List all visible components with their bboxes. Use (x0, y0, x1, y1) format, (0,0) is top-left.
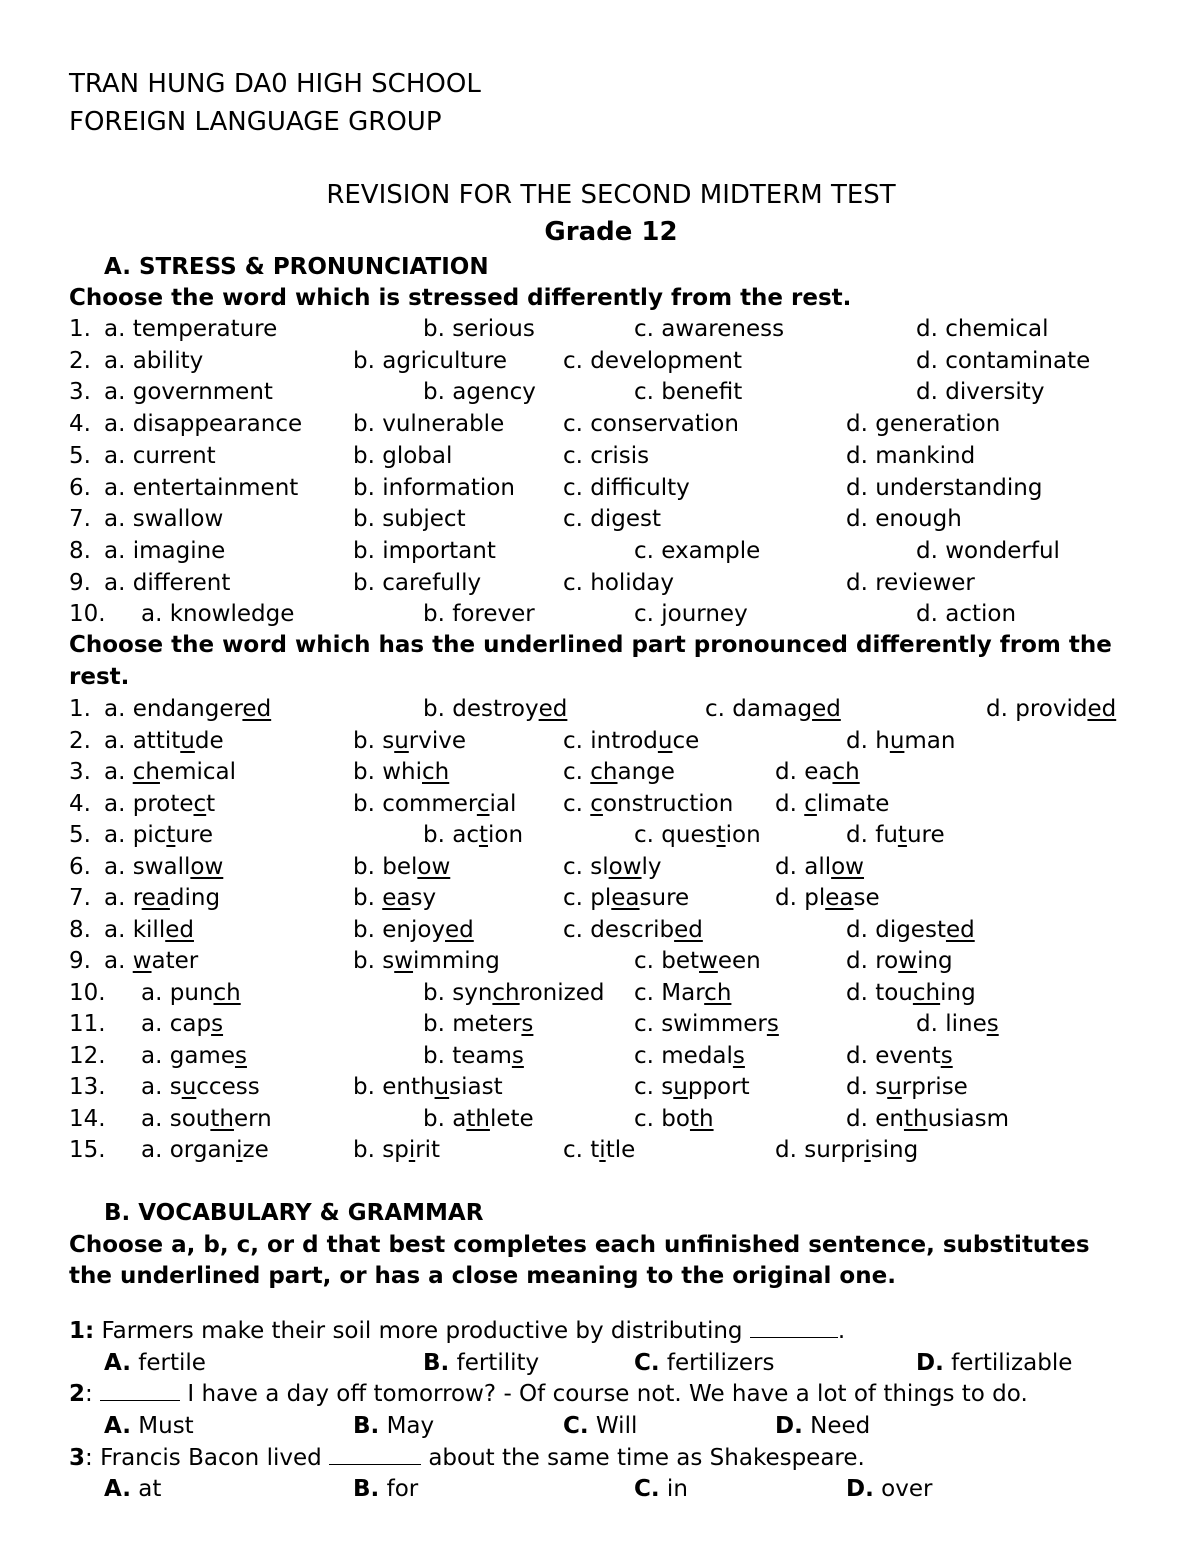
question-label: 2 (69, 1381, 86, 1407)
question-number: 9. (69, 948, 91, 974)
underlined-part: i (599, 1137, 606, 1163)
answer-option: c. slowly (563, 853, 662, 880)
answer-option: c. crisis (563, 442, 650, 469)
underlined-part: u (434, 1074, 450, 1100)
question-number: 8. (69, 916, 91, 943)
answer-option: b. meters (423, 1011, 534, 1037)
question-number: 13. (69, 1074, 106, 1100)
underlined-part: s (511, 1042, 524, 1069)
question-number: 3. (69, 759, 91, 785)
answer-option: c. holiday (563, 569, 675, 596)
answer-option: d. touching (846, 979, 976, 1006)
option-letter: B. (423, 1350, 450, 1376)
school-name: TRAN HUNG DA0 HIGH SCHOOL (69, 69, 481, 99)
answer-option: a. swallow (104, 506, 224, 533)
underlined-part: ed (674, 916, 703, 943)
option-letter: B. (353, 1413, 380, 1439)
question-number: 1. (69, 696, 91, 722)
option-letter: C. (563, 1413, 589, 1439)
underlined-part: ed (945, 916, 975, 943)
answer-option: b. swimming (353, 948, 500, 974)
answer-option: c. medals (634, 1042, 745, 1069)
underlined-part: th (210, 1105, 234, 1132)
underlined-part: u (673, 1074, 688, 1100)
answer-option: b. enthusiast (353, 1074, 503, 1100)
underlined-part: w (394, 948, 414, 974)
answer-option: a. caps (141, 1011, 224, 1037)
underlined-part: ea (825, 885, 854, 911)
underlined-part: th (689, 1105, 714, 1132)
answer-option: b. destroyed (423, 696, 568, 722)
option-letter: A. (104, 1350, 131, 1376)
question-number: 7. (69, 506, 91, 533)
answer-option: a. entertainment (104, 474, 299, 501)
answer-option: c. development (563, 347, 742, 374)
answer-option: D. over (846, 1476, 933, 1502)
underlined-part: i (236, 1137, 243, 1163)
answer-option: c. conservation (563, 411, 739, 438)
answer-option: d. surprising (775, 1137, 919, 1163)
answer-option: a. imagine (104, 537, 226, 564)
answer-option: c. between (634, 948, 761, 974)
answer-option: c. damaged (705, 696, 841, 722)
answer-option: C. in (634, 1476, 688, 1502)
answer-option: d. chemical (916, 316, 1049, 342)
answer-option: c. pleasure (563, 885, 690, 911)
answer-option: d. climate (775, 790, 890, 817)
answer-option: a. water (104, 948, 199, 974)
answer-option: a. games (141, 1042, 247, 1069)
answer-option: d. understanding (846, 474, 1043, 501)
underlined-part: ed (1087, 696, 1117, 722)
answer-option: c. difficulty (563, 474, 690, 501)
question-number: 4. (69, 790, 91, 817)
question-number: 1. (69, 316, 91, 342)
underlined-part: w (699, 948, 718, 974)
answer-option: b. enjoyed (353, 916, 474, 943)
answer-option: b. agency (423, 379, 536, 406)
underlined-part: u (394, 727, 409, 754)
answer-option: b. spirit (353, 1137, 441, 1163)
question-number: 5. (69, 822, 91, 848)
underlined-part: c (476, 790, 490, 817)
answer-option: b. forever (423, 601, 535, 628)
answer-option: a. punch (141, 979, 241, 1006)
answer-option: a. picture (104, 822, 214, 848)
underlined-part: w (898, 948, 918, 974)
answer-option: d. provided (986, 696, 1117, 722)
answer-option: c. digest (563, 506, 662, 533)
answer-option: d. events (846, 1042, 953, 1069)
group-name: FOREIGN LANGUAGE GROUP (69, 107, 442, 137)
answer-option: a. chemical (104, 759, 237, 785)
underlined-part: t (478, 822, 488, 848)
answer-option: d. generation (846, 411, 1001, 438)
underlined-part: th (466, 1105, 490, 1132)
question-number: 6. (69, 474, 91, 501)
answer-option: a. organize (141, 1137, 269, 1163)
answer-option: b. subject (353, 506, 466, 533)
answer-option: d. rowing (846, 948, 953, 974)
underlined-part: ea (611, 885, 640, 911)
underlined-part: ch (492, 979, 520, 1006)
answer-option: b. important (353, 537, 496, 564)
question-text: 2: I have a day off tomorrow? - Of course not. We have a lot of things to do. (69, 1381, 1028, 1407)
option-letter: A. (104, 1413, 131, 1439)
answer-option: a. swallow (104, 853, 224, 880)
answer-option: d. enthusiasm (846, 1105, 1009, 1132)
answer-option: a. knowledge (141, 601, 295, 628)
underlined-part: ch (912, 979, 941, 1006)
underlined-part: u (181, 1074, 197, 1100)
underlined-part: ea (382, 885, 411, 911)
underlined-part: i (408, 1137, 416, 1163)
underlined-part: c (804, 790, 817, 817)
question-number: 7. (69, 885, 91, 911)
underlined-part: s (732, 1042, 745, 1069)
answer-option: d. surprise (846, 1074, 968, 1100)
option-letter: A. (104, 1476, 131, 1502)
answer-option: B. fertility (423, 1350, 540, 1376)
answer-option: A. at (104, 1476, 162, 1502)
question-number: 2. (69, 727, 91, 754)
answer-option: d. future (846, 822, 945, 848)
underlined-part: ed (165, 916, 194, 943)
underlined-part: s (211, 1011, 224, 1037)
answer-option: a. temperature (104, 316, 278, 342)
question-label: 1: (69, 1318, 95, 1344)
answer-blank (329, 1444, 421, 1465)
answer-option: a. success (141, 1074, 260, 1100)
grade-label: Grade 12 (544, 217, 678, 247)
underlined-part: u (887, 1074, 902, 1100)
answer-option: b. vulnerable (353, 411, 505, 438)
underlined-part: ea (141, 885, 170, 911)
answer-option: c. support (634, 1074, 750, 1100)
answer-option: b. easy (353, 885, 437, 911)
answer-option: d. each (775, 759, 860, 785)
question-number: 9. (69, 569, 91, 596)
question-number: 15. (69, 1137, 106, 1163)
underlined-part: ow (190, 853, 224, 880)
underlined-part: ch (832, 759, 860, 785)
underlined-part: c (590, 790, 603, 817)
question-number: 8. (69, 537, 91, 564)
answer-option: a. government (104, 379, 273, 406)
answer-option: c. change (563, 759, 675, 785)
answer-option: a. killed (104, 916, 194, 943)
section-b-heading: B. VOCABULARY & GRAMMAR (104, 1200, 484, 1226)
answer-option: a. southern (141, 1105, 272, 1132)
underlined-part: s (940, 1042, 953, 1069)
underlined-part: s (766, 1011, 779, 1037)
section-a-heading: A. STRESS & PRONUNCIATION (104, 254, 489, 280)
vocab-instruction-line-2: the underlined part, or has a close meaning to the original one. (69, 1263, 896, 1289)
answer-option: b. information (353, 474, 515, 501)
underlined-part: ow (608, 853, 642, 880)
answer-option: A. fertile (104, 1350, 206, 1376)
page-title: REVISION FOR THE SECOND MIDTERM TEST (326, 180, 896, 210)
underlined-part: ed (812, 696, 841, 722)
underlined-part: i (864, 1137, 871, 1163)
answer-option: d. action (916, 601, 1017, 628)
answer-option: c. awareness (634, 316, 785, 342)
underlined-part: ow (417, 853, 451, 880)
answer-option: a. reading (104, 885, 221, 911)
underlined-part: ow (831, 853, 864, 880)
answer-option: c. introduce (563, 727, 700, 754)
question-number: 12. (69, 1042, 106, 1069)
answer-option: c. described (563, 916, 703, 943)
underlined-part: w (132, 948, 152, 974)
underlined-part: u (889, 727, 905, 754)
question-number: 10. (69, 979, 106, 1006)
underlined-part: c (193, 790, 207, 817)
answer-option: d. human (846, 727, 956, 754)
answer-option: d. diversity (916, 379, 1045, 406)
answer-option: a. disappearance (104, 411, 303, 438)
option-letter: D. (775, 1413, 803, 1439)
question-text: 1: Farmers make their soil more productive by distributing . (69, 1318, 846, 1344)
answer-option: c. swimmers (634, 1011, 779, 1037)
answer-option: a. attitude (104, 727, 224, 754)
answer-option: C. Will (563, 1413, 638, 1439)
underlined-part: s (986, 1011, 999, 1037)
answer-option: d. wonderful (916, 537, 1060, 564)
answer-option: d. enough (846, 506, 962, 533)
answer-option: d. digested (846, 916, 975, 943)
answer-blank (750, 1317, 838, 1338)
underlined-part: th (903, 1105, 928, 1132)
answer-blank (100, 1380, 180, 1401)
option-letter: C. (634, 1350, 660, 1376)
answer-option: b. commercial (353, 790, 517, 817)
answer-option: b. agriculture (353, 347, 508, 374)
underlined-part: ch (704, 979, 732, 1006)
answer-option: d. please (775, 885, 880, 911)
underlined-part: ed (538, 696, 568, 722)
answer-option: D. Need (775, 1413, 871, 1439)
answer-option: b. serious (423, 316, 535, 342)
question-text: 3: Francis Bacon lived about the same time as Shakespeare. (69, 1445, 865, 1471)
answer-option: b. below (353, 853, 451, 880)
question-number: 5. (69, 442, 91, 469)
answer-option: c. title (563, 1137, 636, 1163)
answer-option: b. teams (423, 1042, 524, 1069)
answer-option: d. lines (916, 1011, 999, 1037)
question-label: 3 (69, 1445, 86, 1471)
pron-instruction-line-1: Choose the word which has the underlined part pronounced differently from the (69, 632, 1112, 658)
underlined-part: s (521, 1011, 534, 1037)
answer-option: A. Must (104, 1413, 194, 1439)
underlined-part: u (180, 727, 195, 754)
option-letter: D. (846, 1476, 874, 1502)
answer-option: D. fertilizable (916, 1350, 1073, 1376)
underlined-part: t (166, 822, 176, 848)
answer-option: a. current (104, 442, 216, 469)
underlined-part: ch (132, 759, 160, 785)
answer-option: d. reviewer (846, 569, 975, 596)
answer-option: d. contaminate (916, 347, 1091, 374)
underlined-part: t (897, 822, 907, 848)
answer-option: c. benefit (634, 379, 743, 406)
answer-option: b. action (423, 822, 524, 848)
option-letter: C. (634, 1476, 660, 1502)
question-number: 14. (69, 1105, 106, 1132)
answer-option: d. allow (775, 853, 864, 880)
pron-instruction-line-2: rest. (69, 664, 130, 690)
underlined-part: ch (590, 759, 618, 785)
answer-option: B. for (353, 1476, 419, 1502)
answer-option: b. athlete (423, 1105, 534, 1132)
answer-option: b. survive (353, 727, 467, 754)
answer-option: c. example (634, 537, 761, 564)
answer-option: c. construction (563, 790, 734, 817)
underlined-part: ch (213, 979, 241, 1006)
stress-instruction: Choose the word which is stressed differently from the rest. (69, 285, 852, 311)
question-number: 4. (69, 411, 91, 438)
question-number: 3. (69, 379, 91, 406)
answer-option: b. carefully (353, 569, 482, 596)
answer-option: b. synchronized (423, 979, 605, 1006)
underlined-part: ed (445, 916, 474, 943)
answer-option: c. both (634, 1105, 714, 1132)
underlined-part: ch (422, 759, 450, 785)
vocab-instruction-line-1: Choose a, b, c, or d that best completes each unfinished sentence, substitutes (69, 1232, 1090, 1258)
answer-option: b. which (353, 759, 450, 785)
question-number: 2. (69, 347, 91, 374)
underlined-part: u (657, 727, 673, 754)
question-number: 11. (69, 1011, 106, 1037)
answer-option: a. different (104, 569, 231, 596)
answer-option: a. ability (104, 347, 204, 374)
option-letter: D. (916, 1350, 944, 1376)
answer-option: b. global (353, 442, 453, 469)
question-number: 6. (69, 853, 91, 880)
underlined-part: t (716, 822, 726, 848)
underlined-part: s (234, 1042, 247, 1069)
option-letter: B. (353, 1476, 380, 1502)
answer-option: a. endangered (104, 696, 272, 722)
answer-option: c. journey (634, 601, 748, 628)
answer-option: a. protect (104, 790, 216, 817)
underlined-part: ed (242, 696, 272, 722)
answer-option: c. March (634, 979, 732, 1006)
answer-option: c. question (634, 822, 761, 848)
question-number: 10. (69, 601, 106, 628)
answer-option: C. fertilizers (634, 1350, 775, 1376)
answer-option: d. mankind (846, 442, 976, 469)
answer-option: B. May (353, 1413, 435, 1439)
